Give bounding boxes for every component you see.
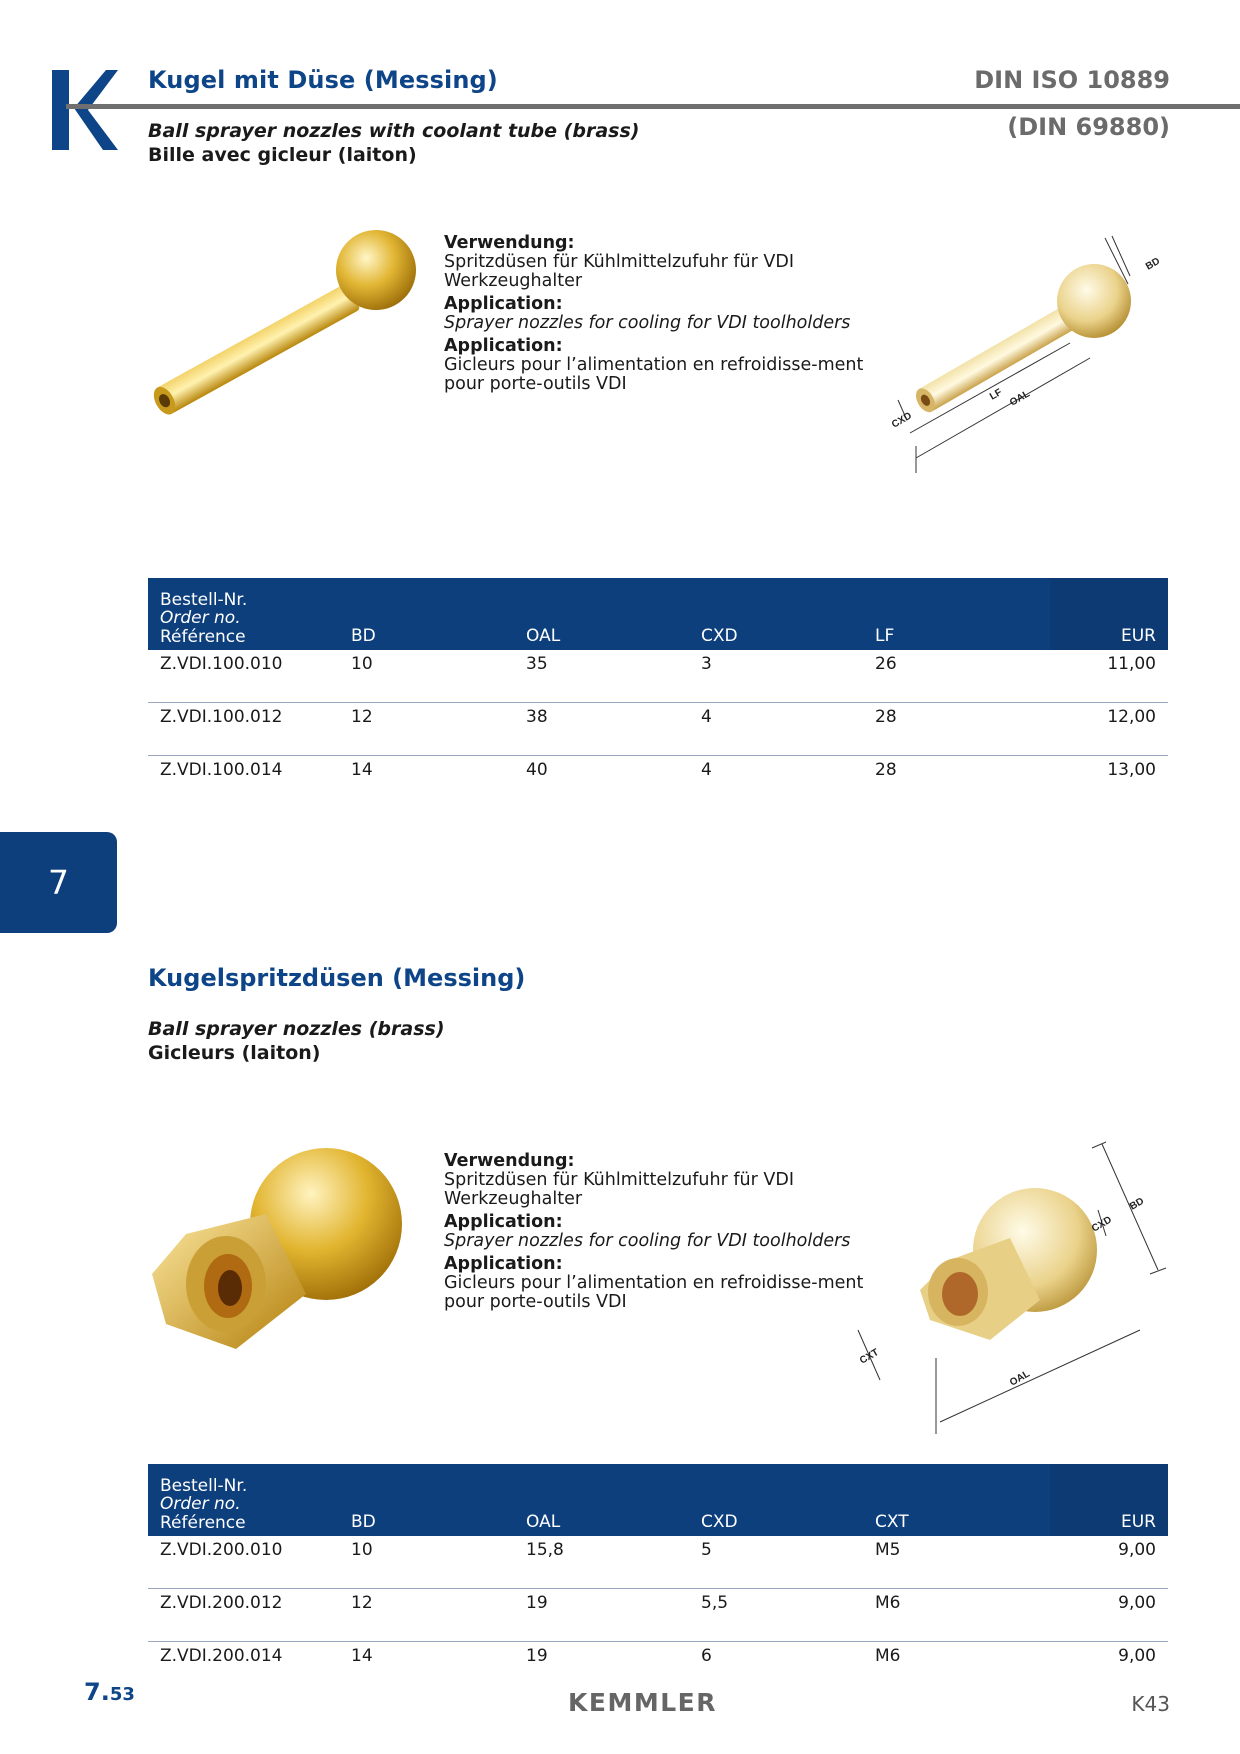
section-title-2: Kugelspritzdüsen (Messing) — [148, 964, 526, 992]
usage-heading-fr: Application: — [444, 336, 563, 356]
drawing-label-oal: OAL — [1008, 388, 1032, 409]
subtitle-fr: Bille avec gicleur (laiton) — [148, 144, 417, 166]
header-rule — [66, 104, 1240, 109]
price-table-1 — [148, 578, 1168, 809]
usage-text-fr: Gicleurs pour l’alimentation en refroidisse-ment pour porte-outils VDI — [444, 1273, 864, 1312]
table-row: Z.VDI.200.014 14 19 6 M6 9,00 — [160, 1646, 1156, 1666]
usage-description-2 — [444, 1152, 864, 1312]
standard-din-iso: DIN ISO 10889 — [974, 66, 1170, 94]
usage-heading-en: Application: — [444, 1212, 563, 1232]
header-order-no: Bestell-Nr. Order no. Référence — [160, 1475, 248, 1533]
drawing-label-cxd: CXD — [890, 410, 914, 431]
usage-text-de: Spritzdüsen für Kühlmittelzufuhr für VDI Werkzeughalter — [444, 252, 794, 291]
table-row: Z.VDI.100.012 12 38 4 28 12,00 — [148, 703, 1168, 756]
ball-nozzle-tube-drawing — [880, 228, 1180, 478]
chapter-tab: 7 — [0, 832, 117, 933]
header-oal: OAL — [526, 1512, 561, 1532]
table-header — [148, 578, 1168, 650]
ball-nozzle-tube-photo — [140, 230, 440, 430]
table-header — [148, 1464, 1168, 1536]
usage-heading-en: Application: — [444, 294, 563, 314]
usage-text-fr: Gicleurs pour l’alimentation en refroidisse-ment pour porte-outils VDI — [444, 355, 864, 394]
ball-nozzle-photo — [146, 1144, 426, 1384]
header-cxt: CXT — [875, 1512, 909, 1532]
usage-text-en: Sprayer nozzles for cooling for VDI toolholders — [444, 313, 851, 333]
drawing-label-bd: BD — [1128, 1195, 1147, 1213]
table-row: Z.VDI.200.010 10 15,8 5 M5 9,00 — [148, 1536, 1168, 1589]
drawing-label-cxt: CXT — [858, 1347, 881, 1367]
usage-text-en: Sprayer nozzles for cooling for VDI toolholders — [444, 1231, 851, 1251]
usage-heading-de: Verwendung: — [444, 1151, 575, 1171]
drawing-label-lf: LF — [988, 386, 1005, 403]
header-oal: OAL — [526, 626, 561, 646]
drawing-label-cxd: CXD — [1090, 1214, 1114, 1235]
header-eur: EUR — [1121, 1512, 1156, 1532]
usage-description-1 — [444, 234, 864, 394]
drawing-label-bd: BD — [1144, 255, 1163, 273]
section-subtitle-en-2: Ball sprayer nozzles (brass) — [148, 1018, 445, 1040]
price-table-2 — [148, 1464, 1168, 1695]
brand-wordmark: KEMMLER — [568, 1688, 717, 1717]
usage-text-de: Spritzdüsen für Kühlmittelzufuhr für VDI Werkzeughalter — [444, 1170, 794, 1209]
table-row: Z.VDI.100.010 10 35 3 26 11,00 — [148, 650, 1168, 703]
standard-din: (DIN 69880) — [1007, 113, 1170, 141]
ball-nozzle-drawing — [840, 1140, 1180, 1440]
table-row: Z.VDI.100.014 14 40 4 28 13,00 — [160, 760, 1156, 780]
section-subtitle-fr-2: Gicleurs (laiton) — [148, 1042, 321, 1064]
page-code: K43 — [1131, 1692, 1170, 1716]
header-order-no: Bestell-Nr. Order no. Référence — [160, 589, 248, 647]
header-bd: BD — [351, 1512, 376, 1532]
header-eur: EUR — [1121, 626, 1156, 646]
drawing-label-oal: OAL — [1008, 1368, 1032, 1389]
usage-heading-de: Verwendung: — [444, 233, 575, 253]
usage-heading-fr: Application: — [444, 1254, 563, 1274]
kemmler-logo-icon — [52, 70, 118, 150]
subtitle-en: Ball sprayer nozzles with coolant tube (brass) — [148, 120, 640, 142]
header-bd: BD — [351, 626, 376, 646]
table-row: Z.VDI.200.012 12 19 5,5 M6 9,00 — [148, 1589, 1168, 1642]
page-number: 7.53 — [84, 1678, 135, 1706]
header-cxd: CXD — [701, 626, 738, 646]
page-title: Kugel mit Düse (Messing) — [148, 66, 498, 94]
header-lf: LF — [875, 626, 895, 646]
header-cxd: CXD — [701, 1512, 738, 1532]
